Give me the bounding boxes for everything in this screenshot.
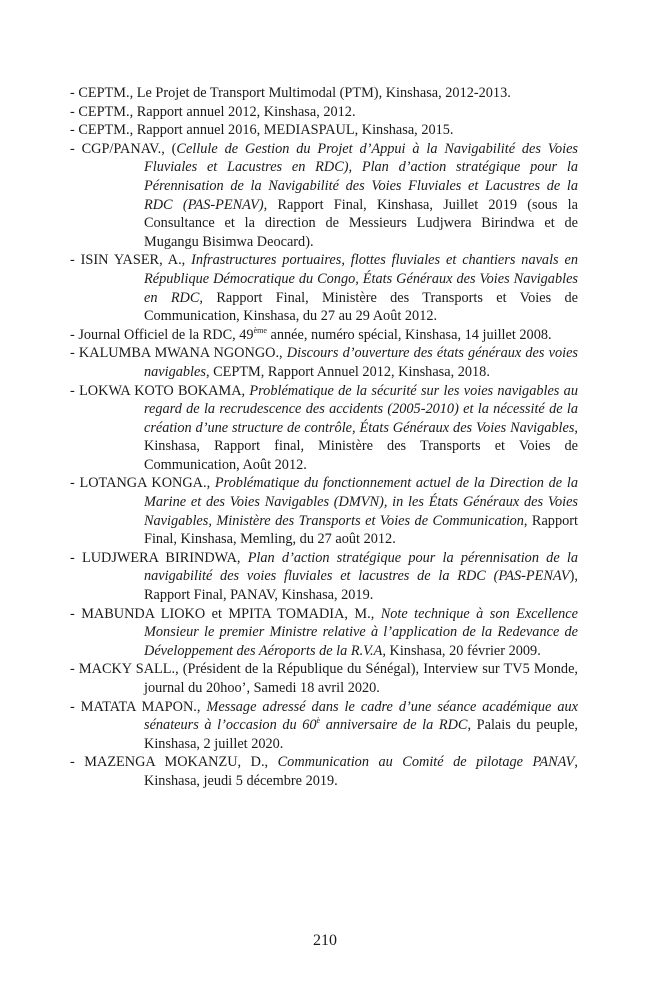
entry-text: , Rapport Final, Kinshasa, Memling, du 27 août 2012. [144, 512, 578, 548]
italic-title-text: Infrastructures portuaires, flottes fluviales et chantiers navals en République Démocratique du Congo, États Généraux des Voies Navigables en RDC, [144, 252, 579, 306]
bibliography-entry [70, 605, 578, 661]
bibliography-entry [70, 251, 578, 325]
bibliography-entry [70, 103, 578, 122]
page-number: 210 [313, 932, 337, 949]
italic-title-text: Note technique à son Excellence Monsieur le premier Ministre relative à l’application de la Redevance de Développement des Aéroports de la R.V.A, [144, 605, 578, 659]
italic-title-text: anniversaire de la RDC [320, 717, 468, 734]
bibliography-entry [70, 344, 578, 381]
bibliography-entry [70, 549, 578, 605]
bibliography-entry [70, 660, 578, 697]
entry-text: - LUDJWERA BIRINDWA, [70, 549, 248, 566]
bibliography-entry [70, 753, 578, 790]
entry-text: - CEPTM., Rapport annuel 2012, Kinshasa, 2012. [70, 103, 356, 120]
entry-text: - CEPTM., Le Projet de Transport Multimodal (PTM), Kinshasa, 2012-2013. [70, 85, 511, 101]
entry-text: - MATATA MAPON., [70, 698, 207, 715]
entry-text: Kinshasa, 20 février 2009. [385, 642, 541, 659]
entry-text: ), Rapport Final, PANAV, Kinshasa, 2019. [144, 568, 578, 604]
entry-text: - LOTANGA KONGA., [70, 475, 215, 492]
bibliography-entry [70, 698, 578, 754]
bibliography-entry [70, 140, 578, 252]
italic-title-text: Plan d’action stratégique pour la pérennisation de la navigabilité des voies fluviales et lacustres de la RDC (PAS-PENAV [144, 549, 579, 585]
entry-text: - CGP/PANAV., ( [70, 140, 177, 157]
italic-title-text: Message adressé dans le cadre d’une séance académique aux sénateurs à l’occasion du 60 [144, 698, 578, 734]
italic-title-text: Cellule de Gestion du Projet d’Appui à la Navigabilité des Voies Fluviales et Lacustres en RDC), Plan d’action stratégique pour la Pérennisation de la Navigabilité des Voies Fluviales et Lacustres de la RDC (PAS-PENAV), [144, 140, 578, 213]
entry-text: - MACKY SALL., (Président de la République du Sénégal), Interview sur TV5 Monde, journal du 20hoo’, Samedi 18 avril 2020. [70, 661, 578, 696]
italic-title-text: Communication au Comité de pilotage PANAV [277, 754, 575, 771]
entry-text: année, numéro spécial, Kinshasa, 14 juillet 2008. [266, 326, 552, 343]
superscript-text: ème [253, 325, 267, 335]
superscript-text: è [316, 716, 321, 726]
bibliography-entry [70, 382, 578, 475]
entry-text: Rapport Final, Ministère des Transports et Voies de Communication, Kinshasa, du 27 au 29 Août 2012. [144, 289, 578, 325]
bibliography-list [70, 84, 578, 791]
entry-text: - ISIN YASER, A., [70, 252, 192, 269]
bibliography-entry [70, 326, 578, 345]
entry-text: - KALUMBA MWANA NGONGO., [70, 345, 287, 362]
entry-text: - MAZENGA MOKANZU, D., [70, 754, 278, 771]
bibliography-entry [70, 84, 578, 103]
bibliography-entry [70, 121, 578, 140]
entry-text: , Kinshasa, jeudi 5 décembre 2019. [144, 754, 578, 789]
entry-text: - Journal Officiel de la RDC, 49 [70, 326, 254, 343]
entry-text: , Kinshasa, Rapport final, Ministère des Transports et Voies de Communication, Août 2012. [144, 419, 578, 473]
entry-text: - CEPTM., Rapport annuel 2016, MEDIASPAUL, Kinshasa, 2015. [70, 122, 454, 139]
entry-text: , Palais du peuple, Kinshasa, 2 juillet 2020. [144, 717, 578, 752]
bibliography-entry [70, 474, 578, 548]
entry-text: - MABUNDA LIOKO et MPITA TOMADIA, M., [70, 605, 381, 622]
italic-title-text: Problématique du fonctionnement actuel de la Direction de la Marine et des Voies Navigables (DMVN), in les États Généraux des Voies Navigables, Ministère des Transports et Voies de Communication [144, 475, 578, 529]
entry-text: - LOKWA KOTO BOKAMA, [70, 382, 250, 399]
italic-title-text: Problématique de la sécurité sur les voies navigables au regard de la recrudescence des accidents (2005-2010) et la nécessité de la création d’une structure de contrôle, États Généraux des Voies Navigables [144, 382, 578, 436]
italic-title-text: Discours d’ouverture des états généraux des voies navigables [144, 345, 578, 380]
entry-text: , CEPTM, Rapport Annuel 2012, Kinshasa, 2018. [205, 363, 490, 380]
entry-text: Rapport Final, Kinshasa, Juillet 2019 (sous la Consultance et la direction de Messieurs Ludjwera Birindwa et de Mugangu Bisimwa Deocard). [144, 196, 578, 250]
